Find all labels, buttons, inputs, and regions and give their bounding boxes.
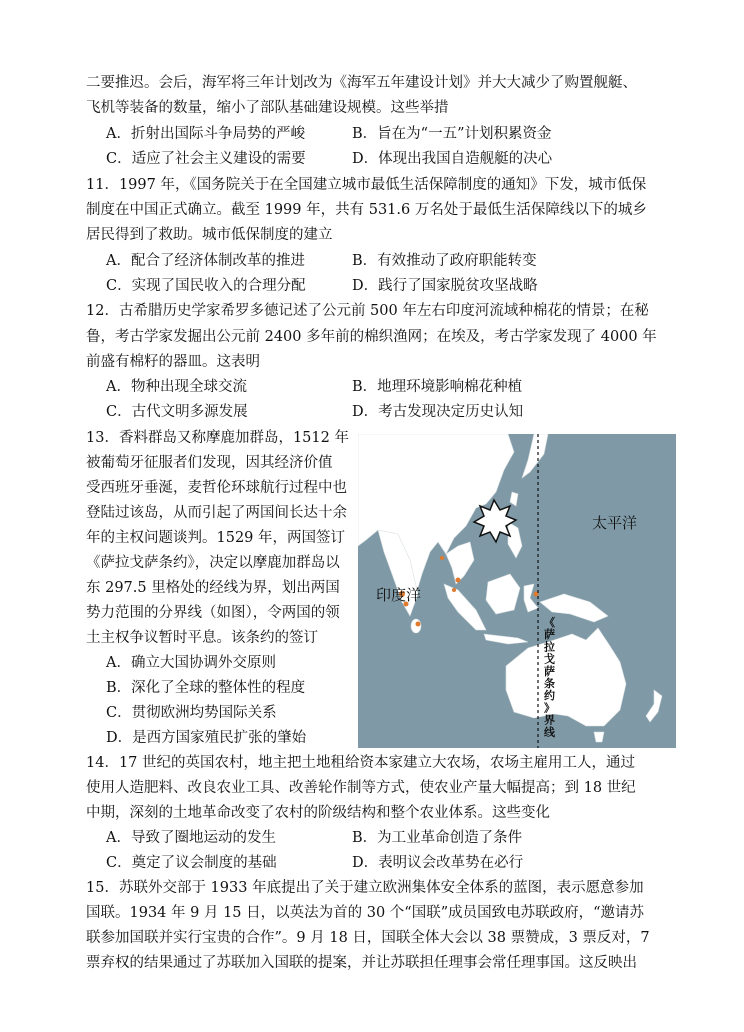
q14-text-line-3: 中期，深刻的土地革命改变了农村的阶级结构和整个农业体系。这些变化	[86, 805, 550, 821]
pacific-ocean-label: 太平洋	[592, 514, 638, 532]
q12-option-c: C．古代文明多源发展	[106, 404, 248, 420]
q12-text-line-1: 12．古希腊历史学家希罗多德记述了公元前 500 年左右印度河流域种棉花的情景；在秘	[86, 303, 649, 319]
treaty-line-label	[544, 616, 556, 739]
q15-text-line-4: 票弃权的结果通过了苏联加入国联的提案，并让苏联担任理事会常任理事国。这反映出	[86, 955, 637, 971]
q11-text-line-1: 11．1997 年，《国务院关于在全国建立城市最低生活保障制度的通知》下发，城市低保	[86, 177, 647, 193]
q12-option-d: D．考古发现决定历史认知	[352, 404, 524, 420]
q15-text-line-1: 15．苏联外交部于 1933 年底提出了关于建立欧洲集体安全体系的蓝图，表示愿意参加	[86, 880, 644, 896]
treaty-line-label-char: 界	[544, 713, 555, 727]
treaty-line-label-char: 约	[544, 689, 555, 703]
q13-text-line-7: 东 297.5 里格处的经线为界，划出两国	[86, 580, 340, 596]
indian-ocean-label: 印度洋	[376, 586, 422, 604]
q14-text-line-1: 14．17 世纪的英国农村，地主把土地租给资本家建立大农场，农场主雇用工人，通过	[86, 755, 636, 771]
q15-text-line-3: 联参加国联并实行宝贵的合作”。9 月 18 日，国联全体大会以 38 票赞成，3 票反对，7	[86, 930, 650, 946]
q10-option-d: D．体现出我国自造舰艇的决心	[352, 151, 553, 167]
q13-text-line-2: 被葡萄牙征服者们发现，因其经济价值	[86, 455, 333, 471]
spice-marker	[456, 578, 461, 583]
treaty-line-label-char: 》	[544, 701, 555, 715]
q11-option-a: A．配合了经济体制改革的推进	[106, 253, 305, 269]
q13-text-line-4: 登陆过该岛，从而引起了两国间长达十余	[86, 505, 347, 521]
treaty-line-label-char: 萨	[544, 628, 555, 642]
treaty-line-label-char: 拉	[544, 640, 555, 654]
q11-text-line-3: 居民得到了救助。城市低保制度的建立	[86, 227, 333, 243]
starburst-icon	[474, 500, 516, 542]
tasmania	[594, 732, 604, 742]
spice-marker	[416, 622, 421, 627]
q13-text-line-1: 13．香料群岛又称摩鹿加群岛，1512 年	[86, 430, 349, 446]
q11-option-d: D．践行了国家脱贫攻坚战略	[352, 278, 538, 294]
q10-option-b: B．旨在为“一五”计划积累资金	[352, 126, 552, 142]
q12-text-line-3: 前盛有棉籽的器皿。这表明	[86, 354, 260, 370]
q11-option-c: C．实现了国民收入的合理分配	[106, 278, 306, 294]
q12-option-b: B．地理环境影响棉花种植	[352, 379, 523, 395]
q10-text-line-1: 二要推迟。会后，海军将三年计划改为《海军五年建设计划》并大大减少了购置舰艇、	[86, 75, 637, 91]
q13-text-line-3: 受西班牙垂涎，麦哲伦环球航行过程中也	[86, 480, 347, 496]
q11-text-line-2: 制度在中国正式确立。截至 1999 年，共有 531.6 万名处于最低生活保障线以下的城乡	[86, 202, 647, 218]
q13-option-d: D．是西方国家殖民扩张的肇始	[106, 730, 307, 746]
q14-option-d: D．表明议会改革势在必行	[352, 855, 524, 871]
q14-text-line-2: 使用人造肥料、改良农业工具、改善轮作制等方式，使农业产量大幅提高；到 18 世纪	[86, 780, 636, 796]
q13-text-line-6: 《萨拉戈萨条约》，决定以摩鹿加群岛以	[86, 555, 340, 571]
q13-text-line-8: 势力范围的分界线（如图），令两国的领	[86, 605, 340, 621]
q14-option-a: A．导致了圈地运动的发生	[106, 830, 276, 846]
treaty-line-label-char: 《	[544, 616, 555, 629]
q15-text-line-2: 国联。1934 年 9 月 15 日，以英法为首的 30 个“国联”成员国致电苏联政府，“邀请苏	[86, 905, 645, 921]
q11-option-b: B．有效推动了政府职能转变	[352, 253, 537, 269]
q12-option-a: A．物种出现全球交流	[106, 379, 247, 395]
treaty-line-label-char: 萨	[544, 664, 555, 678]
q12-text-line-2: 鲁，考古学家发掘出公元前 2400 多年前的棉织渔网；在埃及，考古学家发现了 4000 年	[86, 329, 657, 345]
spice-marker	[440, 556, 444, 560]
treaty-line-label-char: 线	[544, 725, 555, 739]
spice-marker	[452, 588, 456, 592]
q10-option-a: A．折射出国际斗争局势的严峻	[106, 126, 305, 142]
q13-text-line-9: 土主权争议暂时平息。该条约的签订	[86, 630, 318, 646]
q13-option-a: A．确立大国协调外交原则	[106, 655, 276, 671]
q14-option-b: B．为工业革命创造了条件	[352, 830, 523, 846]
q10-text-line-2: 飞机等装备的数量，缩小了部队基础建设规模。这些举措	[86, 100, 449, 116]
treaty-map-svg	[358, 434, 676, 748]
treaty-line-label-char: 条	[544, 677, 555, 690]
treaty-map-figure	[358, 434, 676, 748]
q13-option-c: C．贯彻欧洲均势国际关系	[106, 705, 277, 721]
q14-option-c: C．奠定了议会制度的基础	[106, 855, 277, 871]
q13-option-b: B．深化了全球的整体性的程度	[106, 680, 306, 696]
treaty-line-label-char: 戈	[544, 652, 555, 666]
q13-text-line-5: 年的主权问题谈判。1529 年，两国签订	[86, 530, 346, 546]
q10-option-c: C．适应了社会主义建设的需要	[106, 151, 306, 167]
